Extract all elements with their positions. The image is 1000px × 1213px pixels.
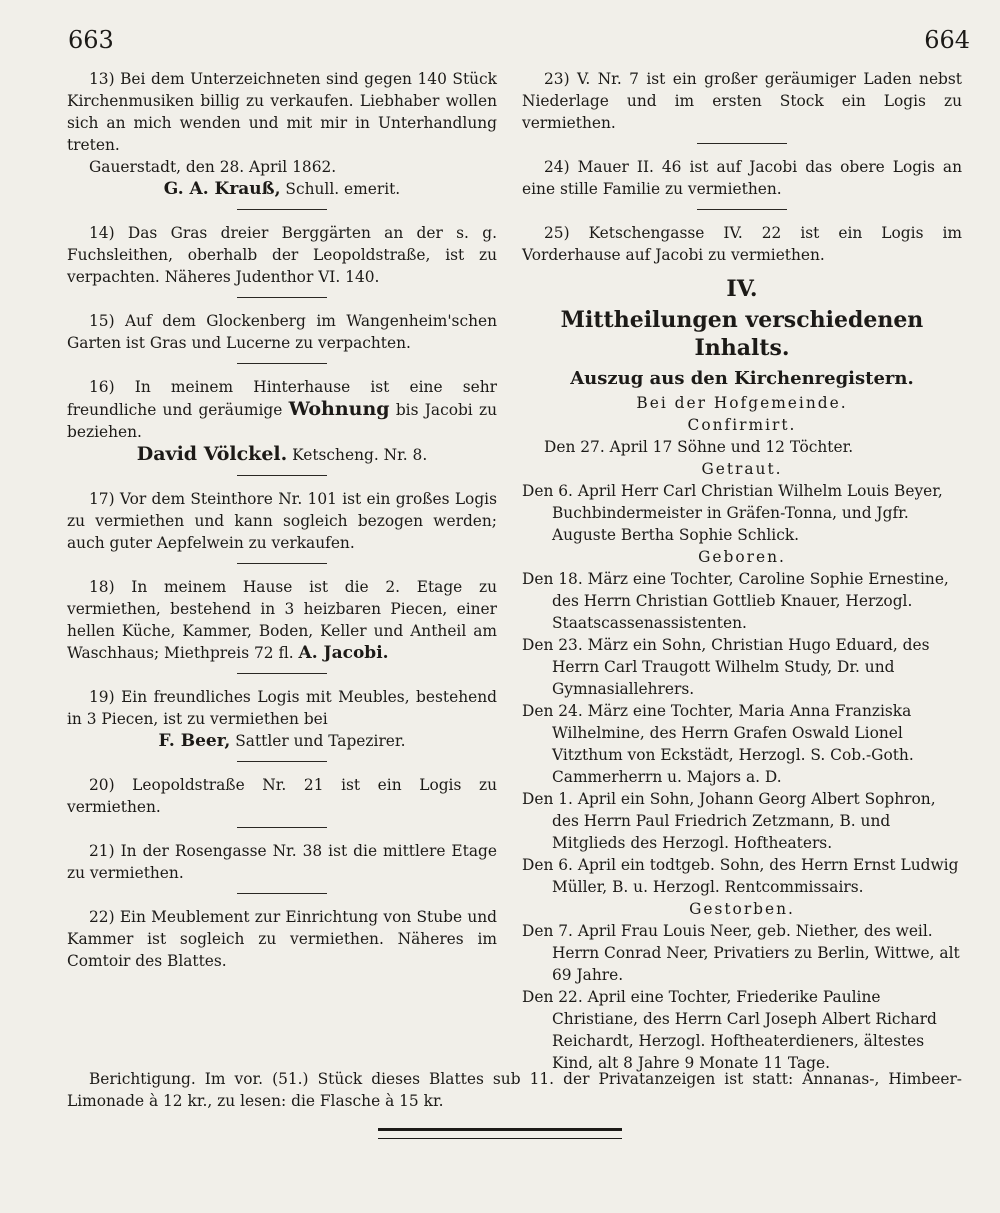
- left-column: [67, 68, 497, 972]
- right-column: [522, 68, 962, 1074]
- subsection-title: Auszug aus den Kirchenregistern.: [570, 368, 914, 389]
- register-entry: Den 22. April eine Tochter, Friederike Pauline Christiane, des Herrn Carl Joseph Albert Richard Reichardt, Herzogl. Hoftheaterdieners, ältestes Kind, alt 8 Jahre 9 Monate 11 Tage.: [522, 988, 937, 1072]
- signature-name: David Völckel.: [136, 443, 288, 465]
- divider: [697, 143, 787, 144]
- notice-14: 14) Das Gras dreier Berggärten an der s. g. Fuchsleithen, oberhalb der Leopoldstraße, ist zu verpachten. Näheres Judenthor VI. 140.: [67, 224, 497, 286]
- divider: [237, 363, 327, 364]
- notice-20: 20) Leopoldstraße Nr. 21 ist ein Logis zu vermiethen.: [67, 776, 497, 816]
- signature-role: Sattler und Tapezirer.: [235, 732, 406, 750]
- notice-21: 21) In der Rosengasse Nr. 38 ist die mittlere Etage zu vermiethen.: [67, 842, 497, 882]
- signature-name: F. Beer,: [158, 731, 231, 751]
- notice-17: 17) Vor dem Steinthore Nr. 101 ist ein großes Logis zu vermiethen und kann sogleich bezogen werden; auch guter Aepfelwein zu verkaufen.: [67, 490, 497, 552]
- notice-22: 22) Ein Meublement zur Einrichtung von Stube und Kammer ist sogleich zu vermiethen. Näheres im Comtoir des Blattes.: [67, 908, 497, 970]
- footer-correction-block: [67, 1068, 962, 1112]
- divider: [237, 563, 327, 564]
- section-number: IV.: [726, 276, 758, 302]
- divider: [237, 475, 327, 476]
- signature-name: G. A. Krauß,: [163, 179, 281, 199]
- section-title: Mittheilungen verschiedenen Inhalts.: [560, 307, 924, 361]
- parish-heading: Bei der Hofgemeinde.: [636, 394, 848, 412]
- register-entry: Den 6. April Herr Carl Christian Wilhelm Louis Beyer, Buchbindermeister in Gräfen-Tonna, und Jgfr. Auguste Bertha Sophie Schlick.: [522, 482, 943, 544]
- heading-born: Geboren.: [698, 548, 786, 566]
- notice-19: 19) Ein freundliches Logis mit Meubles, bestehend in 3 Piecen, ist zu vermiethen bei: [67, 688, 497, 728]
- divider: [237, 761, 327, 762]
- correction-notice: Berichtigung. Im vor. (51.) Stück dieses Blattes sub 11. der Privatanzeigen ist statt: Annanas-, Himbeer-Limonade à 12 kr., zu lesen: die Flasche à 15 kr.: [67, 1070, 962, 1110]
- notice-23: 23) V. Nr. 7 ist ein großer geräumiger Laden nebst Niederlage und im ersten Stock ein Logis zu vermiethen.: [522, 70, 962, 132]
- notice-16-signature: [67, 443, 497, 466]
- heading-married: Getraut.: [701, 460, 783, 478]
- notice-13-place-date: Gauerstadt, den 28. April 1862.: [89, 158, 337, 176]
- notice-19-signature: [67, 730, 497, 752]
- notice-24: 24) Mauer II. 46 ist auf Jacobi das obere Logis an eine stille Familie zu vermiethen.: [522, 158, 962, 198]
- page-number-right: 664: [924, 26, 970, 54]
- notice-16-keyword: Wohnung: [288, 398, 390, 420]
- notice-18: [67, 576, 497, 664]
- notice-15: 15) Auf dem Glockenberg im Wangenheim'schen Garten ist Gras und Lucerne zu verpachten.: [67, 312, 497, 352]
- divider: [237, 673, 327, 674]
- notice-25: 25) Ketschengasse IV. 22 ist ein Logis im Vorderhause auf Jacobi zu vermiethen.: [522, 224, 962, 264]
- register-entry: Den 1. April ein Sohn, Johann Georg Albert Sophron, des Herrn Paul Friedrich Zetzmann, B. und Mitglieds des Herzogl. Hoftheaters.: [522, 790, 936, 852]
- register-entry: Den 18. März eine Tochter, Caroline Sophie Ernestine, des Herrn Christian Gottlieb Knauer, Herzogl. Staatscassenassistenten.: [522, 570, 949, 632]
- closing-double-rule: [378, 1128, 622, 1139]
- divider: [237, 827, 327, 828]
- signature-address: Ketscheng. Nr. 8.: [292, 446, 428, 464]
- divider: [237, 209, 327, 210]
- notice-16-text-a: 16) In meinem Hinterhause ist eine sehr freundliche und geräumige: [67, 378, 497, 419]
- register-entry: Den 6. April ein todtgeb. Sohn, des Herrn Ernst Ludwig Müller, B. u. Herzogl. Rentcommissairs.: [522, 856, 959, 896]
- divider: [697, 209, 787, 210]
- signature-role: Schull. emerit.: [285, 180, 401, 198]
- divider: [237, 297, 327, 298]
- page-number-left: 663: [68, 26, 114, 54]
- register-entry: Den 24. März eine Tochter, Maria Anna Franziska Wilhelmine, des Herrn Grafen Oswald Lionel Vitzthum von Eckstädt, Herzogl. S. Cob.-Goth. Cammerherrn u. Majors a. D.: [522, 702, 914, 786]
- heading-died: Gestorben.: [689, 900, 795, 918]
- heading-confirmed: Confirmirt.: [687, 416, 797, 434]
- divider: [237, 893, 327, 894]
- notice-16-text-b: bis Jacobi zu beziehen.: [67, 401, 497, 441]
- notice-18-text: 18) In meinem Hause ist die 2. Etage zu vermiethen, bestehend in 3 heizbaren Piecen, einer hellen Küche, Kammer, Boden, Keller und Antheil am Waschhaus; Miethpreis 72 fl.: [67, 578, 497, 662]
- register-entry: Den 7. April Frau Louis Neer, geb. Niether, des weil. Herrn Conrad Neer, Privatiers zu Berlin, Wittwe, alt 69 Jahre.: [522, 922, 960, 984]
- register-entry: Den 23. März ein Sohn, Christian Hugo Eduard, des Herrn Carl Traugott Wilhelm Study, Dr. und Gymnasiallehrers.: [522, 636, 930, 698]
- notice-13: 13) Bei dem Unterzeichneten sind gegen 140 Stück Kirchenmusiken billig zu verkaufen. Liebhaber wollen sich an mich wenden und mit mir in Unterhandlung treten.: [67, 70, 497, 154]
- notice-16: [67, 376, 497, 443]
- notice-13-signature: [67, 178, 497, 200]
- notice-18-signature: A. Jacobi.: [298, 643, 389, 663]
- confirmed-entry: Den 27. April 17 Söhne und 12 Töchter.: [544, 438, 854, 456]
